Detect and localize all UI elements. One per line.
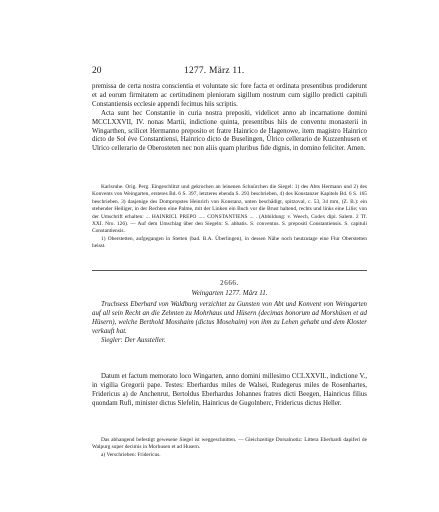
siegler-line: Siegler: Der Aussteller. [101,336,166,344]
document-number: 2666. [220,279,239,287]
charter-text-second [92,373,367,409]
charter-text-continued [92,83,367,154]
regest-summary: Truchsess Eberhard von Waldburg verzichtet zu Gunsten von Abt und Konvent von Weingarten auf all sein Recht an die Zehnten zu Mohrhaus und Hüsern (decimas bonorum ad Morshüsen et ad Hüsern), welche Berthold Mosshaim (dictus Mosehaim) von ihm zu Lehen gehabt und dem Kloster verkauft hat. [92,301,367,335]
footnotes-first-document [92,184,367,251]
page-header [92,66,367,78]
second-charter-paragraph: Datum et factum memorato loco Wingarten, anno domini millesimo CCLXXVII., indictione V., in vigilia Gregorii pape. Testes: Eberhardus miles de Walsei, Rudegerus miles de Rosenhartes, Fridericus a) de Anchenrut, Bertoldus Eberhardus Johannes fratres dicti Beegen, Hainricus filius quondam Rufi, minister dictus Slefelin, Hainricus de Gugolnberc, Fridericus dictus Heller. [92,373,367,407]
footnote-archival: Karlsruhe. Orig. Perg. Eingeschlitzt und gekrochen an leinenen Schnürchen die Siegel: 1) des Abts Hermann und 2) des Konvents von Weingarten, ersteres Bd. 6 S. 397, letzteres ebenda S. 293 beschrieben, 4) des Konstanzer Kapitels Bd. 6 S. 165 beschrieben. 3) dasjenige des Dompropstes Heinrich von Konstanz, unten beschädigt, spitzoval, c. 53, 34 mm, (Z. B.): ein stehender Heiliger, in der Rechten eine Palme, mit der Linken ein Buch vor die Brust haltend, rechts und links eine Lilie; von der Umschrift erhalten: ... HAINRICI. PREPO ..... CONSTANTIENS ... . (Abbildung: v. Weech, Codex dipl. Salem. 2 Tf. XXI. Nro. 126). — Auf dem Umschlag über den Siegeln: S. abbatis. S. conventus. S. prepositi Constantiensis. S. capituli Constantiensis. [92,184,367,235]
footnotes-second-document [92,437,367,459]
footnote-a: a) Verschrieben: Fridericus. [101,451,161,458]
regest-block [92,301,367,346]
main-paragraph-2: Acta sunt hec Constantie in curia nostra preposíti, videlicet anno ab incarnatione domini MCCLXXVII, IV. nonas Martii, indictione quinta, presentibus hiis de conventu monasterii in Wingarthen, scilicet Hermanno preposito et fratre Hainrico de Hagenowe, item magistro Hainrico dicto de Sol éve Constantiensi, Hainrico dicto de Buselingen, Ůlrico cellerario de Kuzzenhusen et Ulrico cellerario de Oberosteten nec non aliis quam pluribus fide dignis, in domino feliciter. Amen. [92,109,367,153]
running-head-date: 1277. März 11. [184,66,245,76]
main-paragraph-1: premissa de certa nostra conscientia et voluntate sic fore facta et ordinata presentibus prodiderunt et ad eorum firmitatem ac certitudinem plenioram sigillum nostrum cum sigillo predicti capituli Constantiensis ecclesie appendi fecimus hiis scriptis. [92,83,367,108]
document-place-date: Weingarten 1277. März 11. [191,289,268,297]
footnote-1: 1) Oberstetten, aufgegangen in Stetten (bad. B.A. Überlingen), in dessen Nähe noch heutzutage eine Flur Oberstetten heisst. [92,235,367,250]
section-divider [92,270,367,271]
page-number: 20 [92,66,102,76]
footnote-seal: Das abhangend befestigt gewesene Siegel ist weggeschnitten. — Gleichzeitige Dorsalnotiz: Littera Eberhardi dapiferi de Walpurg super decimis in Morhusen et ad Husern. [92,437,367,451]
